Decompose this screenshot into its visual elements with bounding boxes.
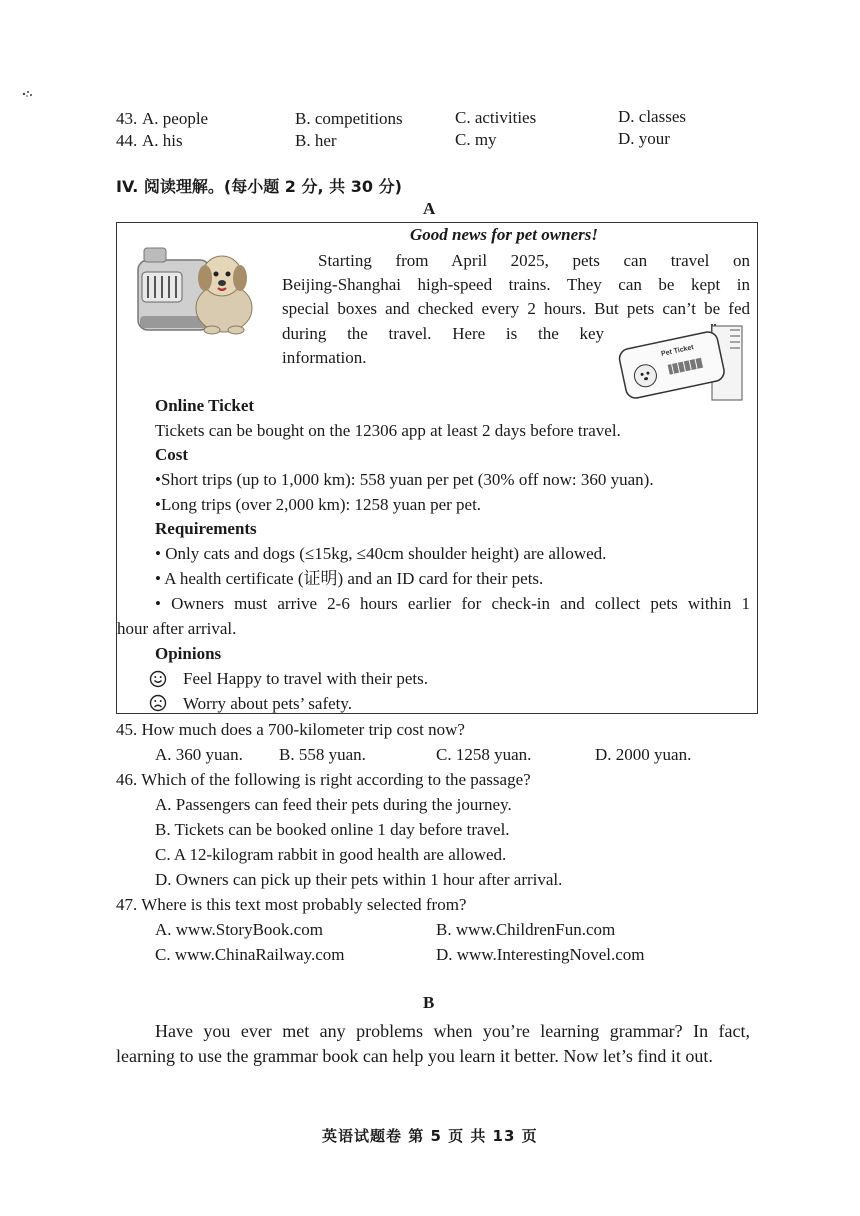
passage-b-letter: B [423, 993, 435, 1012]
passage-b-line-2: learning to use the grammar book can help you learn it better. Now let’s find it out. [116, 1046, 713, 1066]
q46-option-a: A. Passengers can feed their pets during the journey. [155, 795, 512, 814]
pet-ticket-label: Pet Ticket [660, 344, 695, 358]
q45-stem: 45. How much does a 700-kilometer trip cost now? [116, 720, 465, 739]
q47-option-a: A. www.StoryBook.com [155, 920, 323, 939]
intro-line-3: special boxes and checked every 2 hours. But pets can’t be fed [282, 299, 750, 318]
q43-option-d: D. classes [618, 107, 686, 126]
q45-option-a: A. 360 yuan. [155, 745, 243, 764]
section-title: IV. 阅读理解。(每小题 2 分, 共 30 分) [116, 177, 402, 196]
q43-label: 43. [116, 109, 140, 129]
q45-option-c: C. 1258 yuan. [436, 745, 532, 764]
requirement-1: • Only cats and dogs (≤15kg, ≤40cm shoulder height) are allowed. [155, 544, 607, 563]
q43-option-a-text: A. people [142, 109, 209, 128]
q45-option-d: D. 2000 yuan. [595, 745, 692, 764]
passage-a-title: Good news for pet owners! [410, 225, 598, 244]
q44-label: 44. [116, 131, 138, 150]
worried-face-icon [149, 694, 167, 712]
q43-option-b: B. competitions [295, 109, 403, 128]
q45-option-b: B. 558 yuan. [279, 745, 366, 764]
requirements-heading: Requirements [155, 519, 257, 538]
q43-option-c: C. activities [455, 108, 537, 127]
requirement-3-cont: hour after arrival. [117, 619, 237, 638]
happy-face-icon [149, 670, 167, 688]
q46-option-b: B. Tickets can be booked online 1 day before travel. [155, 820, 510, 839]
passage-a-letter: A [423, 199, 436, 218]
requirement-2: • A health certificate (证明) and an ID card for their pets. [155, 569, 544, 588]
online-ticket-text: Tickets can be bought on the 12306 app at least 2 days before travel. [155, 421, 621, 440]
requirement-3: • Owners must arrive 2-6 hours earlier for check-in and collect pets within 1 [155, 594, 750, 613]
q44-option-d: D. your [618, 129, 670, 148]
q47-stem: 47. Where is this text most probably selected from? [116, 895, 467, 914]
q46-option-d: D. Owners can pick up their pets within 1 hour after arrival. [155, 870, 563, 889]
cost-heading: Cost [155, 445, 189, 464]
q44-option-a: A. his [142, 131, 183, 150]
online-ticket-heading: Online Ticket [155, 396, 255, 415]
passage-b-line-1: Have you ever met any problems when you’re learning grammar? In fact, [155, 1021, 750, 1041]
cost-short: •Short trips (up to 1,000 km): 558 yuan per pet (30% off now: 360 yuan). [155, 470, 654, 489]
opinion-happy: Feel Happy to travel with their pets. [183, 669, 429, 688]
opinions-heading: Opinions [155, 644, 222, 663]
q44-option-b: B. her [295, 131, 337, 150]
intro-line-1: Starting from April 2025, pets can travel on [318, 251, 750, 270]
q47-option-c: C. www.ChinaRailway.com [155, 945, 345, 964]
q47-option-b: B. www.ChildrenFun.com [436, 920, 616, 939]
q47-option-d: D. www.InterestingNovel.com [436, 945, 645, 964]
intro-line-5: information. [282, 348, 367, 367]
q46-option-c: C. A 12-kilogram rabbit in good health are allowed. [155, 845, 507, 864]
q44-option-c: C. my [455, 130, 497, 149]
q46-stem: 46. Which of the following is right according to the passage? [116, 770, 531, 789]
pet-carrier-illustration [132, 238, 260, 338]
opinion-worried: Worry about pets’ safety. [183, 694, 353, 713]
intro-line-2: Beijing-Shanghai high-speed trains. They can be kept in [282, 275, 750, 294]
pet-ticket-illustration [612, 322, 752, 402]
cost-long: •Long trips (over 2,000 km): 1258 yuan per pet. [155, 495, 482, 514]
intro-line-4: during the travel. Here is the key [282, 324, 604, 343]
scan-speck [20, 88, 34, 98]
page-footer: 英语试题卷 第 5 页 共 13 页 [322, 1127, 538, 1145]
